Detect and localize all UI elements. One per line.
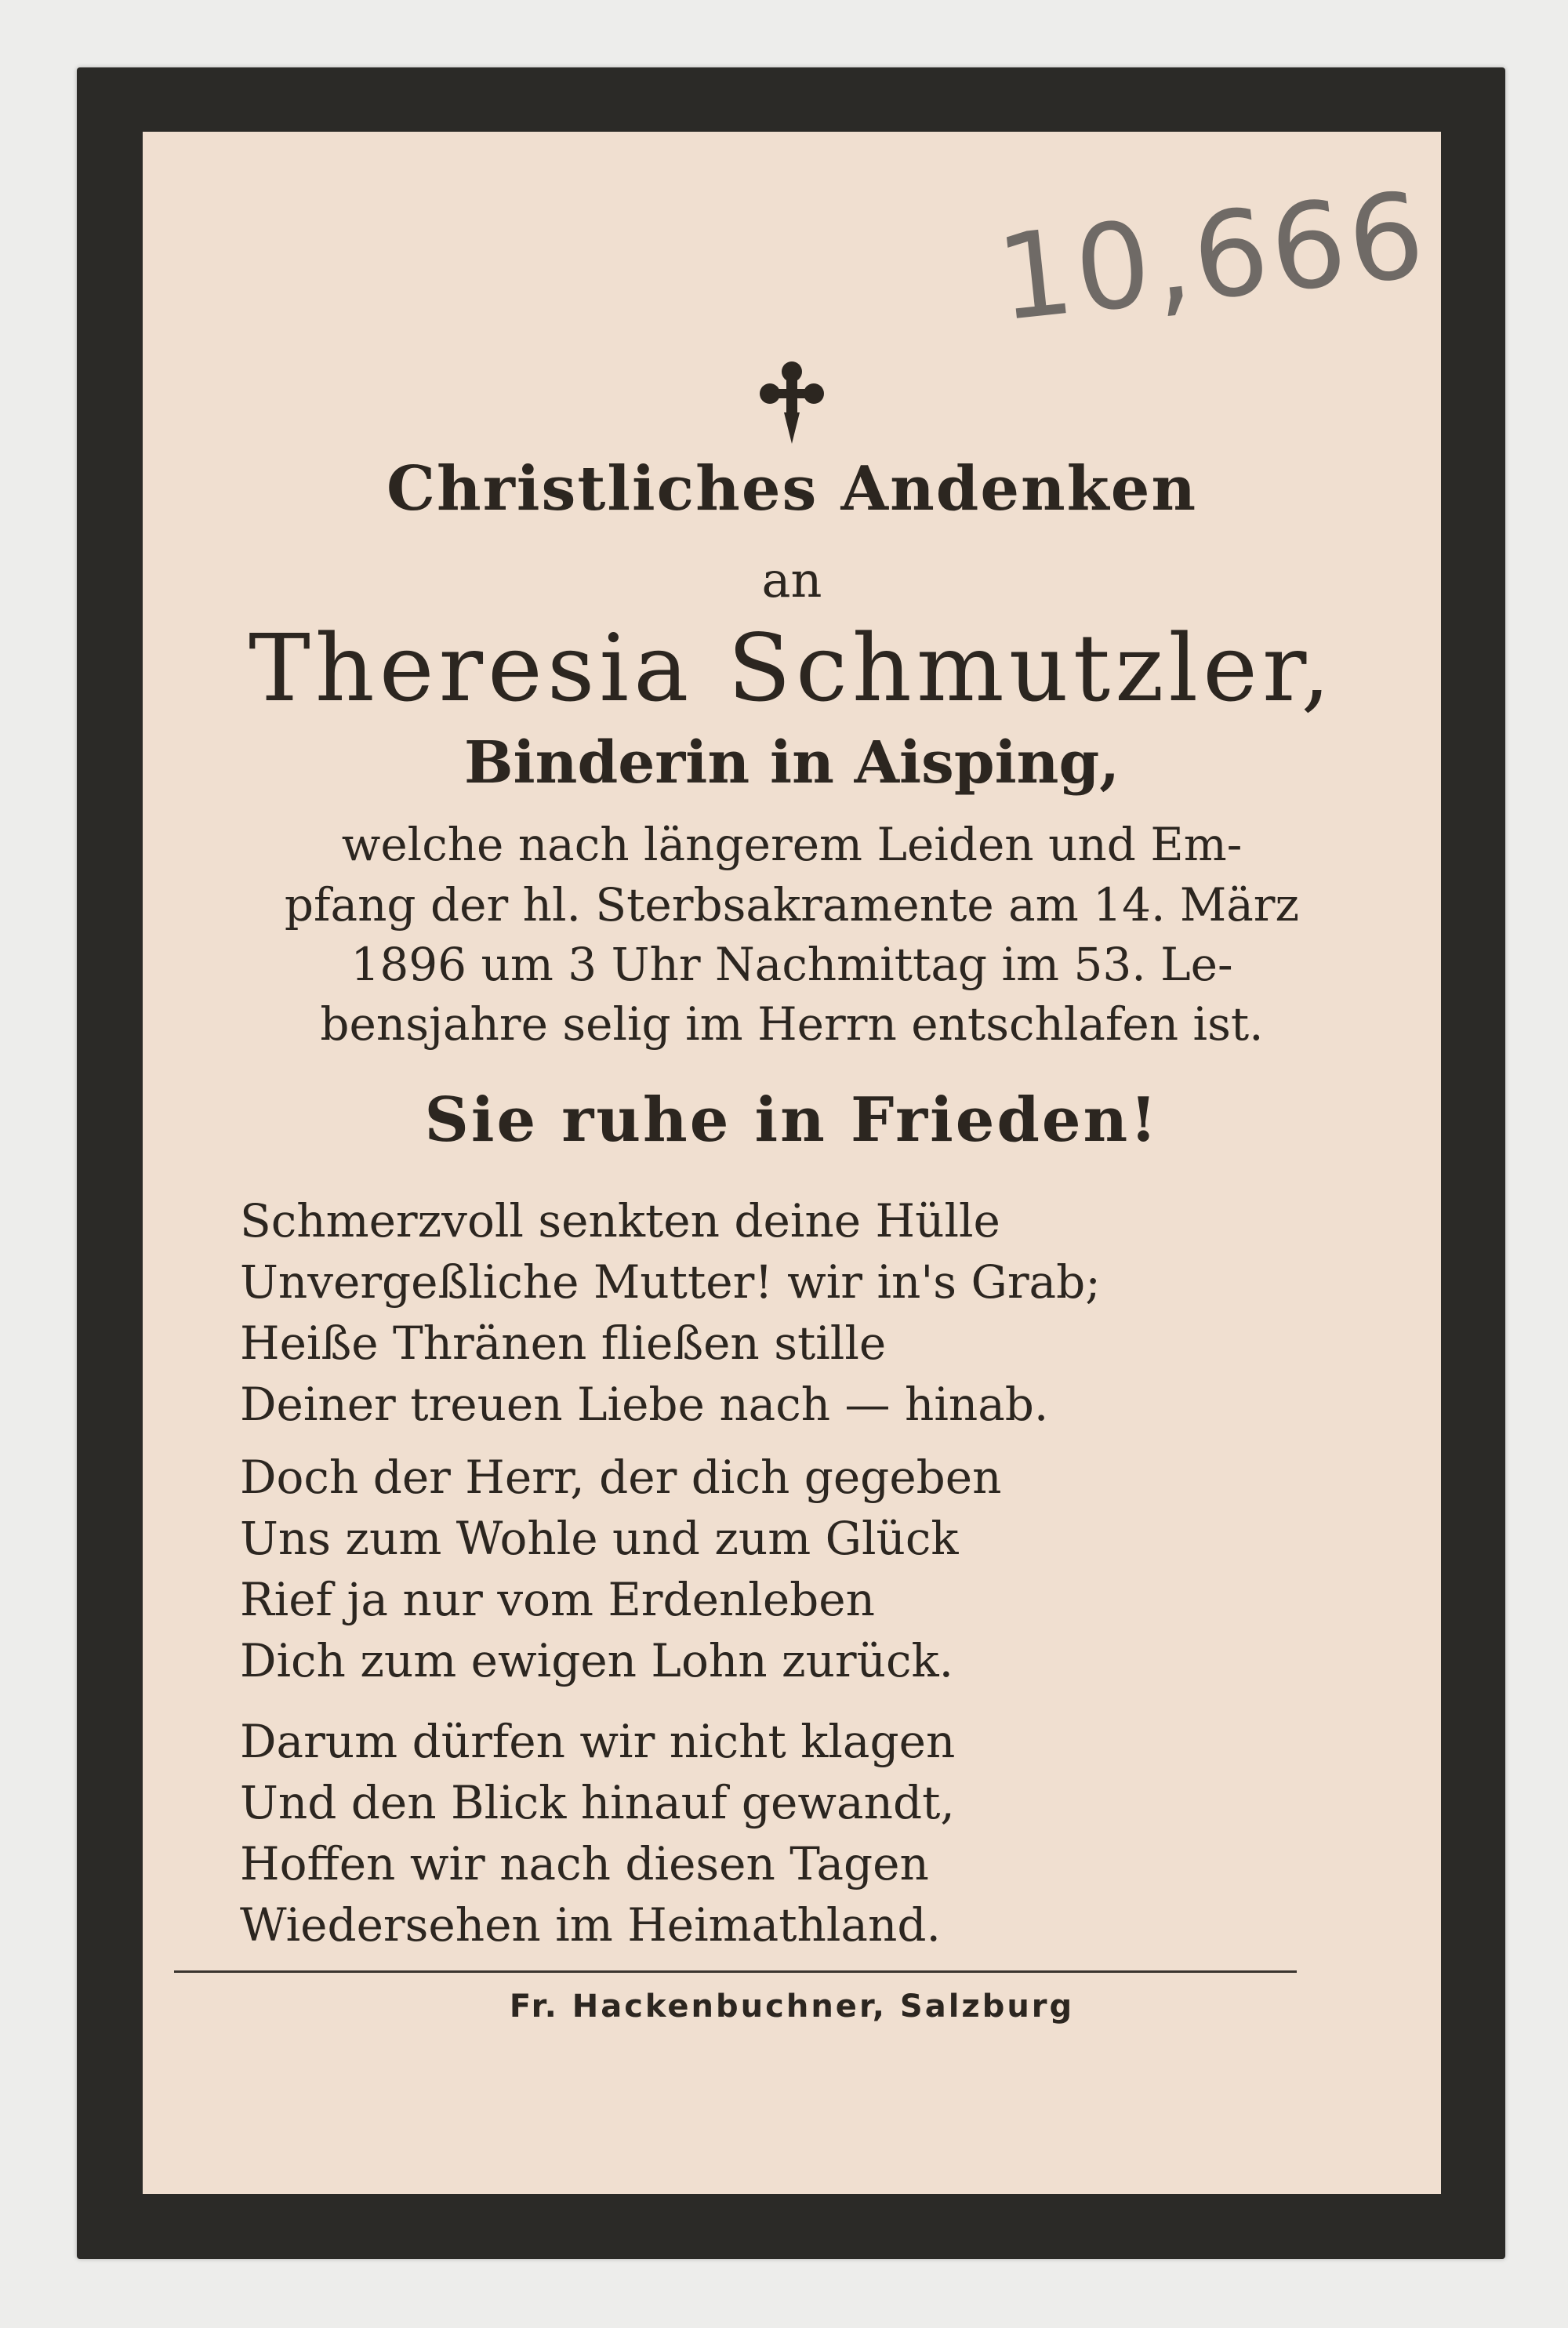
verse-stanza [240,1711,1353,1956]
verse-line: Schmerzvoll senkten deine Hülle [240,1194,1000,1248]
divider-rule [174,1970,1297,1973]
deceased-occupation: Binderin in Aisping, [464,729,1120,797]
verse-line: Hoffen wir nach diesen Tagen [240,1837,929,1890]
verse-stanza [240,1190,1353,1435]
verse-line: Darum dürfen wir nicht klagen [240,1715,956,1768]
verse-line: Rief ja nur vom Erdenleben [240,1573,875,1626]
card-header: Christliches Andenken [386,453,1198,525]
handwritten-serial-number: 10,666 [991,167,1434,348]
verse-line: Und den Blick hinauf gewandt, [240,1776,955,1829]
verse-line: Unvergeßliche Mutter! wir in's Grab; [240,1255,1101,1309]
deceased-name: Theresia Schmutzler, [249,614,1335,722]
card-paper [143,132,1441,2194]
verse-line: Dich zum ewigen Lohn zurück. [240,1634,954,1687]
verse-line: Deiner treuen Liebe nach — hinab. [240,1378,1049,1431]
memorial-card [77,67,1505,2259]
announcement-line: welche nach längerem Leiden und Em- [341,818,1243,871]
verse-line: Heiße Thränen fließen stille [240,1317,887,1370]
verse-stanza [240,1447,1353,1691]
rest-in-peace-heading: Sie ruhe in Frieden! [424,1084,1160,1156]
announcement-line: 1896 um 3 Uhr Nachmittag im 53. Le- [350,938,1233,991]
announcement-line: pfang der hl. Sterbsakramente am 14. März [284,878,1300,932]
cross-icon [753,359,831,445]
preposition-text: an [761,551,822,608]
verse-line: Uns zum Wohle und zum Glück [240,1512,959,1565]
verse-line: Wiedersehen im Heimathland. [240,1898,941,1952]
printer-imprint: Fr. Hackenbuchner, Salzburg [509,1988,1075,2025]
verse-line: Doch der Herr, der dich gegeben [240,1451,1002,1504]
announcement-line: bensjahre selig im Herrn entschlafen ist. [320,997,1264,1051]
